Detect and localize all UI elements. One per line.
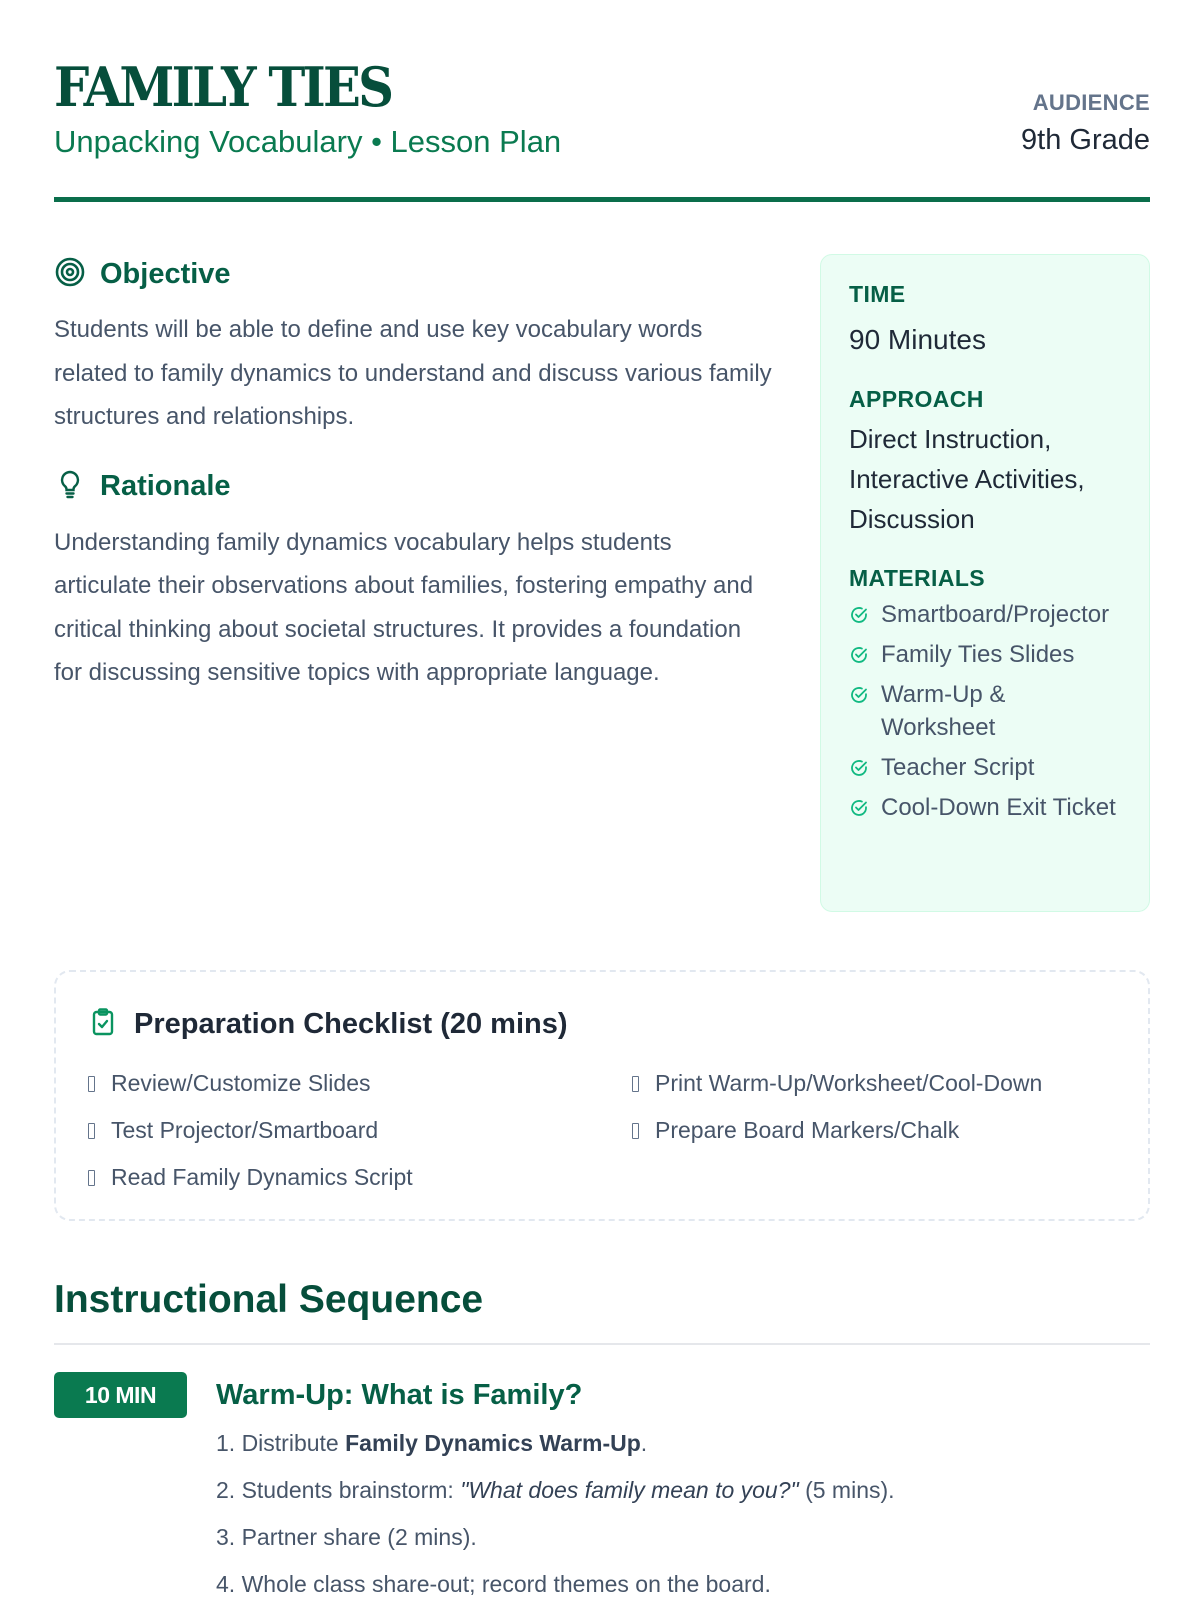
step-item: 1. Distribute Family Dynamics Warm-Up.: [216, 1430, 648, 1456]
header: [54, 0, 1150, 202]
rationale-text: Understanding family dynamics vocabulary helps students articulate their observations about families, fostering empathy and critical thinking about societal structures. It provides a foundation for discussing sensitive topics with appropriate language.: [54, 528, 754, 686]
material-item: Cool-Down Exit Ticket: [849, 791, 1121, 824]
approach-value: Direct Instruction, Interactive Activities, Discussion: [849, 424, 1085, 534]
sequence-heading: Instructional Sequence: [54, 1278, 484, 1321]
objective-text: Students will be able to define and use key vocabulary words related to family dynamics to understand and discuss various family structures and relationships.: [54, 316, 772, 430]
materials-list: [849, 598, 1121, 824]
step-item: 2. Students brainstorm: "What does family mean to you?" (5 mins).: [216, 1477, 895, 1503]
step-item: 4. Whole class share-out; record themes on the board.: [216, 1571, 771, 1597]
material-item: Family Ties Slides: [849, 638, 1121, 671]
lightbulb-icon: [54, 468, 86, 505]
approach-block: [849, 386, 1121, 539]
target-icon: [54, 256, 86, 293]
page-subtitle: Unpacking Vocabulary • Lesson Plan: [54, 124, 562, 159]
time-block: [849, 281, 1121, 360]
checkbox[interactable]: [88, 1170, 95, 1186]
check-circle-icon: [849, 685, 869, 705]
prep-item[interactable]: Read Family Dynamics Script: [88, 1154, 632, 1201]
checkbox[interactable]: [88, 1076, 95, 1092]
check-circle-icon: [849, 758, 869, 778]
audience-block: [1021, 90, 1150, 157]
checkbox[interactable]: [632, 1123, 639, 1139]
objective-title: Objective: [100, 257, 231, 290]
checkbox[interactable]: [88, 1123, 95, 1139]
prep-title: Preparation Checklist (20 mins): [134, 1007, 568, 1040]
step-list: [216, 1420, 1116, 1600]
prep-item[interactable]: Test Projector/Smartboard: [88, 1107, 632, 1154]
lesson-plan-page: [54, 0, 1150, 1597]
approach-label: APPROACH: [849, 386, 984, 412]
prep-items: [88, 1060, 1116, 1201]
preparation-checklist: [54, 970, 1150, 1221]
prep-item[interactable]: Prepare Board Markers/Chalk: [632, 1107, 1132, 1154]
prep-item[interactable]: Print Warm-Up/Worksheet/Cool-Down: [632, 1060, 1132, 1107]
prep-column-left: [88, 1060, 632, 1201]
objective-heading: [54, 252, 774, 296]
overview-section: [54, 252, 1150, 912]
time-value: 90 Minutes: [849, 324, 986, 355]
prep-column-right: [632, 1060, 1132, 1201]
page-title: FAMILY TIES: [54, 55, 392, 119]
check-circle-icon: [849, 605, 869, 625]
step-body: [216, 1372, 1116, 1600]
rationale-title: Rationale: [100, 470, 231, 502]
lesson-details-card: [820, 254, 1150, 912]
step-item: 3. Partner share (2 mins).: [216, 1524, 477, 1550]
audience-label: AUDIENCE: [1032, 90, 1150, 115]
audience-value: 9th Grade: [1021, 124, 1150, 156]
materials-label: MATERIALS: [849, 565, 986, 591]
divider: [54, 1343, 1150, 1345]
prep-item[interactable]: Review/Customize Slides: [88, 1060, 632, 1107]
check-circle-icon: [849, 645, 869, 665]
material-item: Smartboard/Projector: [849, 598, 1121, 631]
time-label: TIME: [849, 281, 906, 307]
step-title: Warm-Up: What is Family?: [216, 1379, 583, 1411]
duration-badge: 10 MIN: [54, 1372, 187, 1418]
material-item: Teacher Script: [849, 751, 1121, 784]
material-item: Warm-Up & Worksheet: [849, 678, 1121, 744]
prep-heading: [88, 1002, 1116, 1046]
left-column: [54, 252, 774, 695]
rationale-heading: [54, 465, 774, 509]
clipboard-check-icon: [88, 1007, 118, 1042]
checkbox[interactable]: [632, 1076, 639, 1092]
materials-block: [849, 565, 1121, 824]
check-circle-icon: [849, 798, 869, 818]
